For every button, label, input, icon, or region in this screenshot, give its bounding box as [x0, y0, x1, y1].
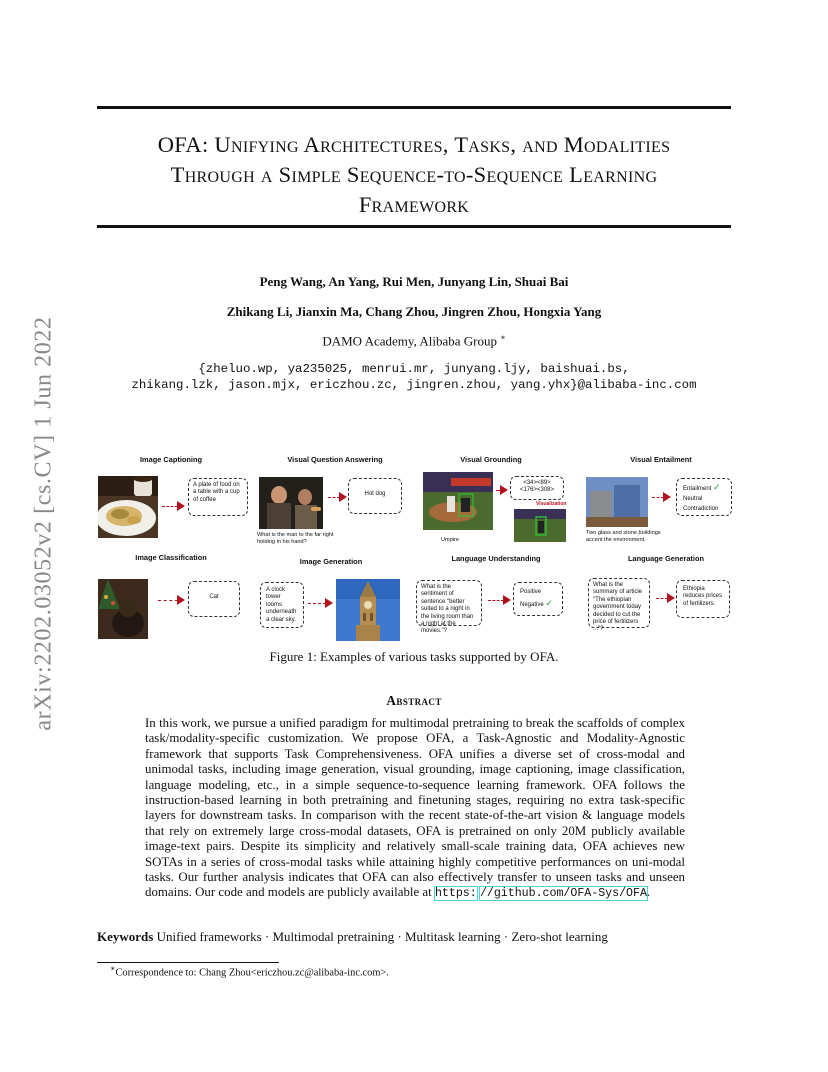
emails-line-1: {zheluo.wp, ya235025, menrui.mr, junyang.ljy, baishuai.bs,: [198, 362, 630, 376]
entailment-option-3: Contradiction: [683, 506, 719, 512]
arrow-line: [308, 603, 326, 604]
figure-1: [96, 450, 736, 650]
emails-line-2: zhikang.lzk, jason.mjx, ericzhou.zc, jingren.zhou, yang.yhx}@alibaba-inc.com: [131, 378, 697, 392]
abstract-body: In this work, we pursue a unified paradigm for multimodal pretraining to break the scaffolds of complex task/modality-specific customization. We propose OFA, a Task-Agnostic and Modality-Agnostic framework that supports Task Comprehensiveness. OFA unifies a diverse set of cross-modal and unimodal tasks, including image generation, visual grounding, image captioning, image classification, language modeling, etc., in a simple sequence-to-sequence learning framework. OFA follows the instruction-based learning in both pretraining and finetuning stages, requiring no extra task-specific layers for downstream tasks. In comparison with the recent state-of-the-art vision & language models that rely on extremely large cross-modal datasets, OFA is pretrained on only 20M publicly available image-text pairs. Despite its simplicity and relatively small-scale training data, OFA achieves new SOTAs in a series of cross-modal tasks while attaining highly competitive performances on uni-modal tasks. Our further analysis indicates that OFA can also effectively transfer to unseen tasks and unseen domains. Our code and models are publicly available at: [145, 716, 685, 900]
panel-title-language-understanding: Language Understanding: [451, 554, 541, 563]
panel-title-visual-entailment: Visual Entailment: [630, 455, 692, 464]
understanding-option-1: Positive: [520, 589, 542, 595]
entailment-option-1-text: Entailment: [683, 486, 712, 492]
entailment-option-2: Neutral: [683, 496, 703, 502]
caption-output-box: A plate of food on a table with a cup of coffee: [188, 478, 248, 516]
panel-title-visual-grounding: Visual Grounding: [460, 455, 522, 464]
vqa-output-box: [348, 478, 402, 514]
classification-output-text: Cat: [209, 594, 219, 600]
panel-title-image-generation: Image Generation: [299, 557, 363, 566]
grounding-output-line-1: <34><89>: [523, 480, 551, 486]
title-top-rule: [97, 106, 731, 109]
lang-generation-input-box: What is the summary of article "The ethiopian government today decided to cut the price of fertilizers ..."?: [588, 578, 650, 628]
arrow-icon: [667, 593, 675, 603]
arrow-icon: [325, 598, 333, 608]
arxiv-stamp: arXiv:2202.03052v2 [cs.CV] 1 Jun 2022: [30, 316, 57, 731]
panel-title-vqa: Visual Question Answering: [287, 455, 383, 464]
arrow-line: [158, 600, 178, 601]
understanding-option-2-text: Negative: [520, 602, 544, 608]
generation-input-box: A clock tower looms underneath a clear sky.: [260, 582, 304, 628]
paper-title: [90, 130, 738, 220]
clock-tower-photo: [336, 579, 400, 641]
buildings-photo: [586, 477, 648, 527]
footnote: [110, 964, 389, 978]
visualization-tag-text: Visualization: [536, 501, 567, 507]
affiliation-footnote-mark: ∗: [500, 333, 506, 342]
grounding-caption: Umpire: [441, 537, 460, 543]
github-link-part-2[interactable]: //github.com/OFA-Sys/OFA: [479, 887, 647, 901]
vqa-output-text: Hot dog: [364, 491, 386, 497]
arrow-line: [162, 506, 178, 507]
understanding-input-box: What is the sentiment of sentence "better suited to a night in the living room than a night at the movies."?: [416, 580, 482, 626]
grounding-result-photo: [514, 509, 566, 542]
title-line-1: OFA: Unifying Architectures, Tasks, and Modalities: [157, 132, 671, 157]
arrow-icon: [177, 595, 185, 605]
entailment-option-1: [683, 482, 727, 494]
author-line-2: Zhikang Li, Jianxin Ma, Chang Zhou, Jingren Zhou, Hongxia Yang: [226, 304, 602, 319]
footnote-text: Correspondence to: Chang Zhou<ericzhou.zc@alibaba-inc.com>.: [115, 967, 389, 979]
panel-title-image-classification: Image Classification: [135, 553, 207, 562]
footnote-rule: [97, 962, 279, 963]
arrow-icon: [500, 485, 508, 495]
affiliation: [100, 333, 728, 349]
keywords-text: Unified frameworks · Multimodal pretraining · Multitask learning · Zero-shot learning: [156, 929, 608, 944]
abstract-end: .: [646, 885, 651, 900]
title-bottom-rule: [97, 225, 731, 228]
abstract-text: [145, 716, 685, 902]
understanding-output-box: [513, 582, 563, 616]
keywords-label: Keywords: [97, 929, 154, 944]
classification-output-box: [188, 581, 240, 617]
vqa-question: What is the man to the far right holding in his hand?: [257, 532, 334, 545]
abstract-heading: Abstract: [386, 693, 442, 708]
keywords: [97, 929, 608, 945]
arrow-icon: [503, 595, 511, 605]
baseball-photo: [423, 472, 493, 530]
people-photo: [259, 477, 323, 529]
grounding-output-line-2: <176><308>: [519, 487, 555, 494]
visualization-tag: [536, 501, 566, 508]
cat-photo: [98, 579, 148, 639]
lang-generation-output-box: Ethiopia reduces prices of fertilizers.: [676, 580, 730, 618]
panel-title-image-captioning: Image Captioning: [139, 455, 202, 464]
footnote-mark: ∗: [110, 964, 116, 973]
figure-caption: Figure 1: Examples of various tasks supported by OFA.: [269, 649, 559, 664]
grounding-output-box: [510, 476, 564, 500]
arrow-icon: [339, 492, 347, 502]
check-icon: ✓: [545, 598, 553, 608]
title-line-3: Framework: [358, 192, 470, 217]
arrow-icon: [177, 501, 185, 511]
panel-title-language-generation: Language Generation: [628, 554, 704, 563]
title-line-2: Through a Simple Sequence-to-Sequence Learning: [170, 162, 658, 187]
author-line-1: Peng Wang, An Yang, Rui Men, Junyang Lin, Shuai Bai: [259, 274, 569, 289]
food-photo: [98, 476, 158, 538]
entailment-output-box: [676, 478, 732, 516]
check-icon: ✓: [713, 482, 721, 492]
entailment-caption: Two glass and stone buildings accent the environment.: [586, 530, 661, 543]
arrow-icon: [663, 492, 671, 502]
affiliation-name: DAMO Academy, Alibaba Group: [322, 333, 497, 349]
arrow-line: [488, 600, 504, 601]
github-link-part-1[interactable]: https:: [434, 887, 477, 901]
understanding-option-2: [520, 598, 558, 611]
